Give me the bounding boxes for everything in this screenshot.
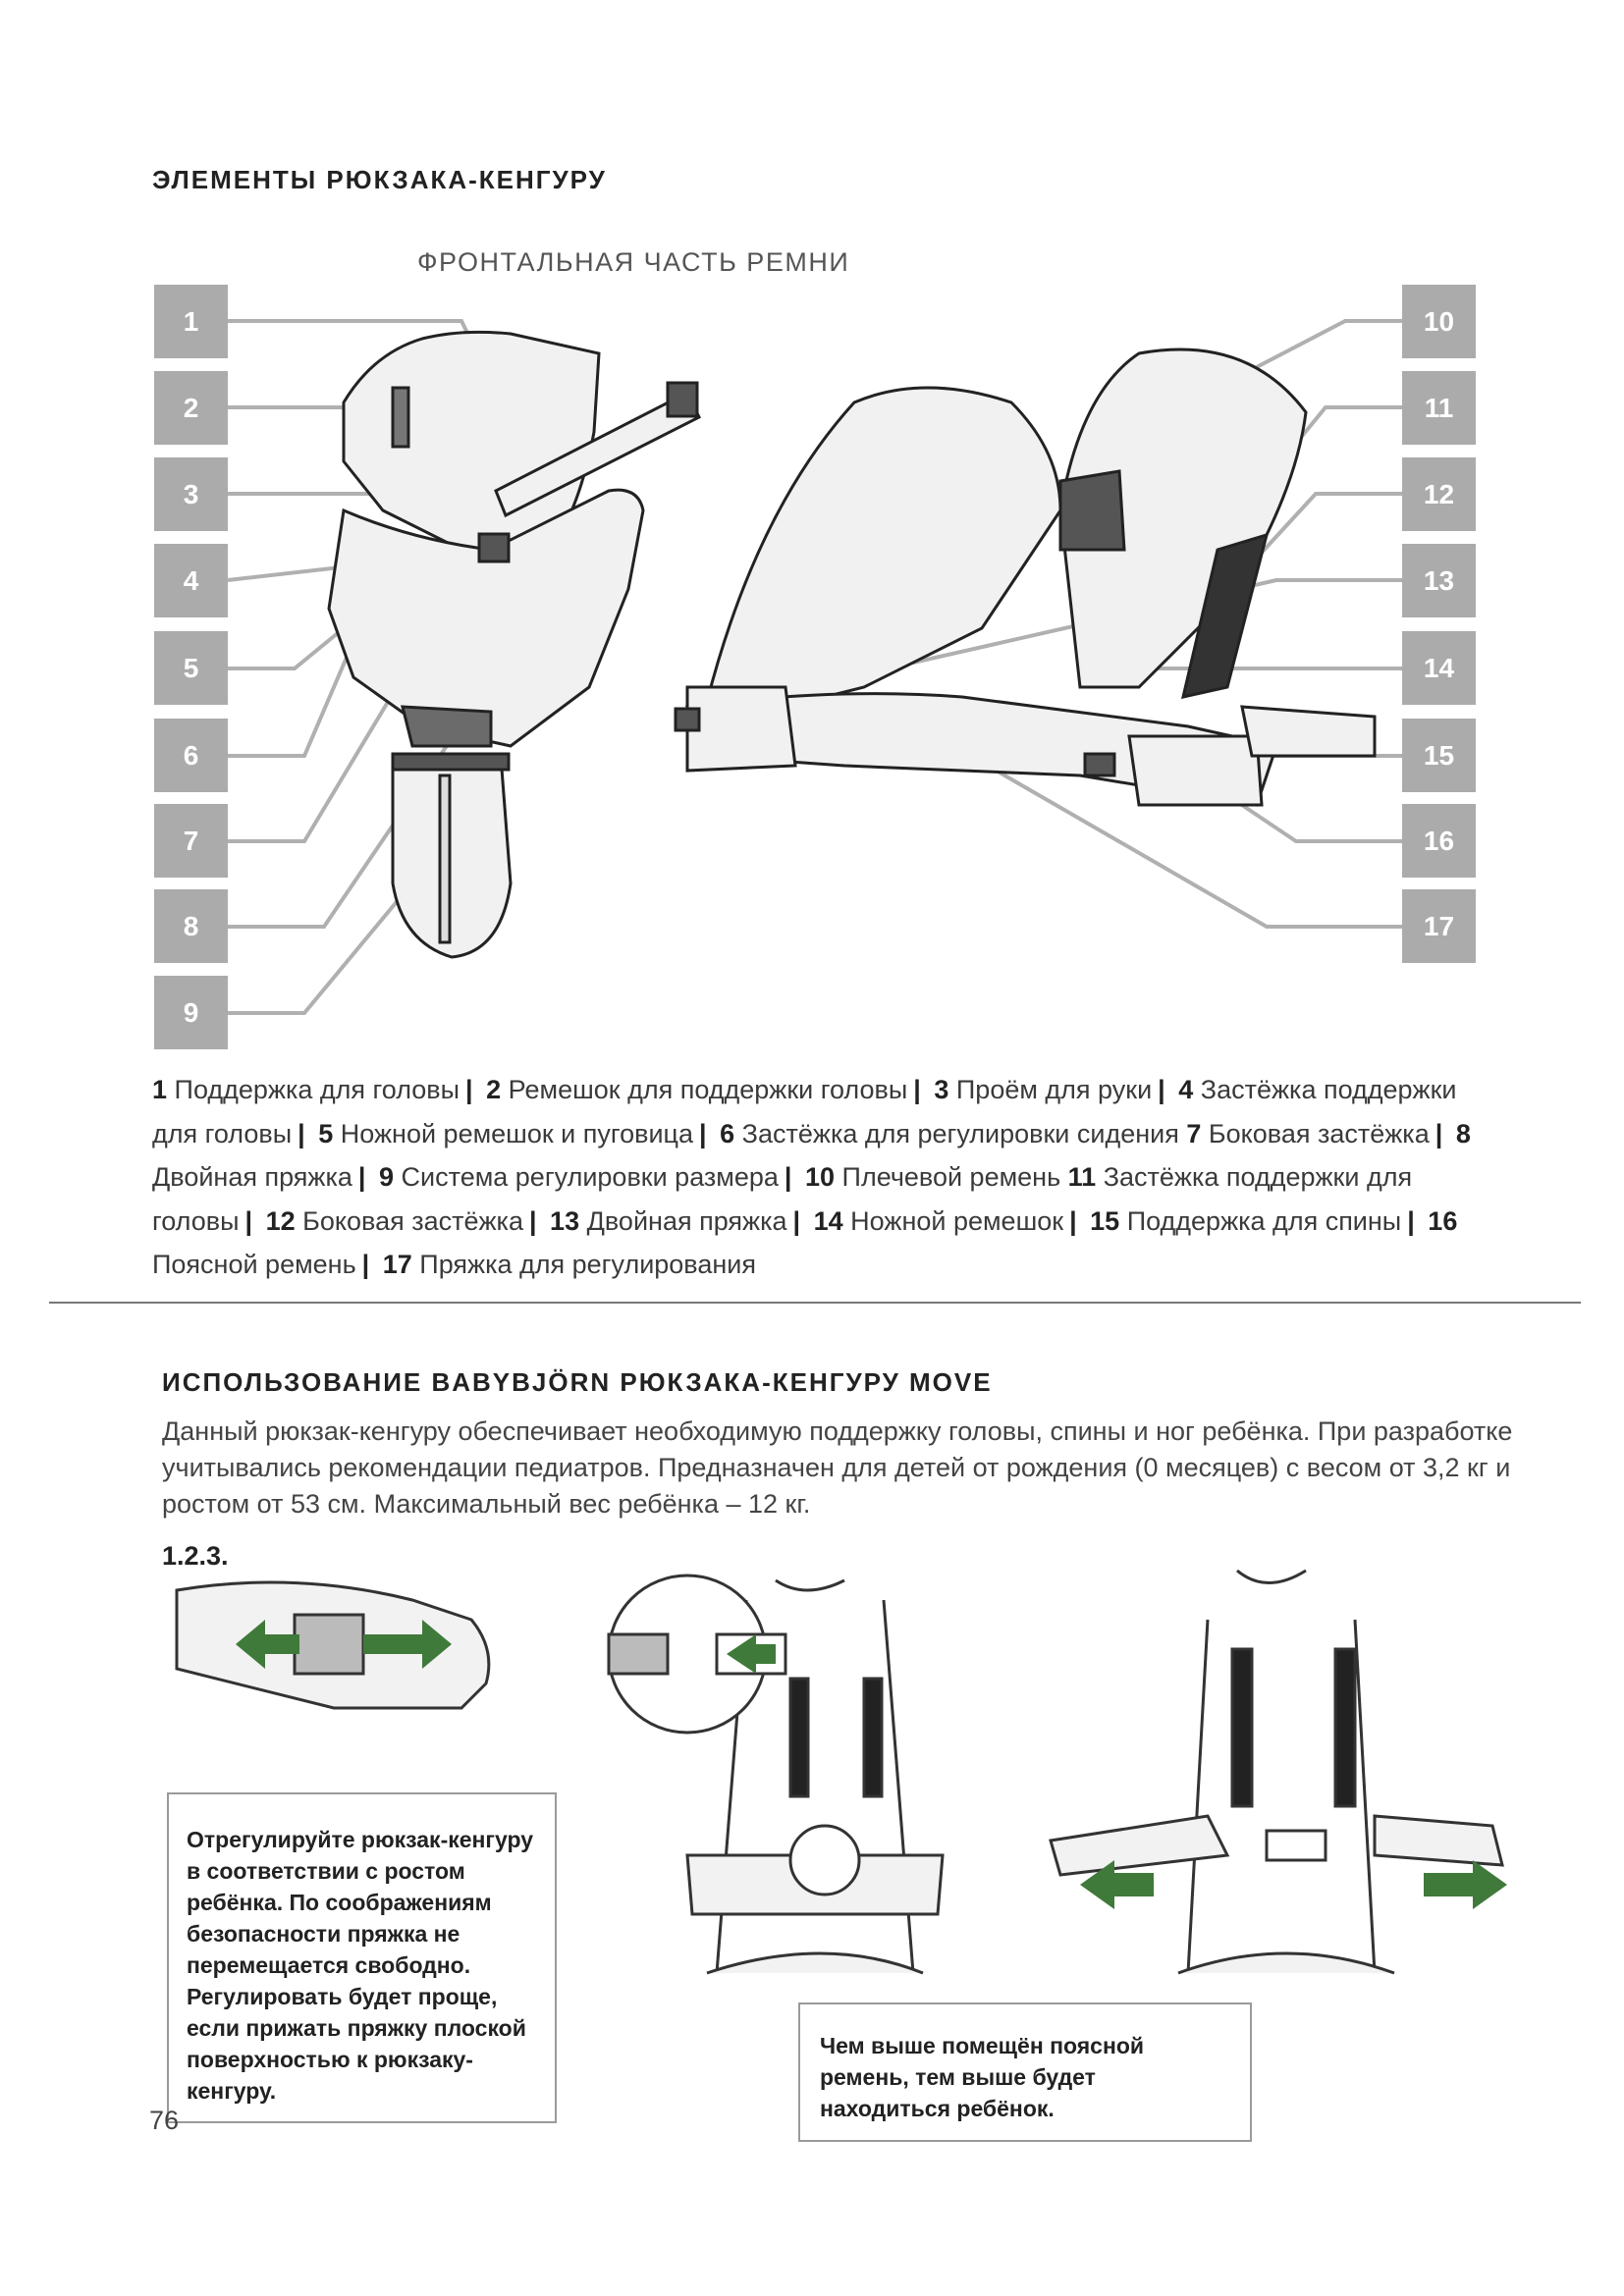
part-label-17: 17 xyxy=(1402,889,1476,963)
note-belt-height: Чем выше помещён поясной ремень, тем выше будет находиться ребёнок. xyxy=(798,2002,1252,2142)
carrier-parts-diagram xyxy=(0,0,1624,1060)
usage-intro-text: Данный рюкзак-кенгуру обеспечивает необходимую поддержку головы, спины и ног ребёнка. При разработке учитывались рекомендации педиатров. Предназначен для детей от рождения (0 месяцев) с весом от 3,2 кг и ростом от 53 см. Максимальный вес ребёнка – 12 кг. xyxy=(162,1416,1513,1519)
section-title-parts: ЭЛЕМЕНТЫ РЮКЗАКА-КЕНГУРУ xyxy=(152,165,607,194)
legend-item: 9 Система регулировки размера xyxy=(379,1162,779,1192)
part-label-12: 12 xyxy=(1402,457,1476,531)
legend-item: 10 Плечевой ремень xyxy=(804,1162,1061,1192)
step-number: 1.2.3. xyxy=(162,1541,229,1571)
legend-item: 15 Поддержка для спины xyxy=(1090,1205,1402,1236)
legend-item: 1 Поддержка для головы xyxy=(152,1075,460,1104)
legend-item: 14 Ножной ремешок xyxy=(813,1205,1064,1236)
part-label-6: 6 xyxy=(154,719,228,792)
waist-belt-illustration xyxy=(609,1575,943,1973)
part-label-8: 8 xyxy=(154,889,228,963)
legend-item: 3 Проём для руки xyxy=(934,1075,1153,1104)
part-label-16: 16 xyxy=(1402,804,1476,878)
legend-item: 6 Застёжка для регулировки сидения xyxy=(720,1118,1179,1148)
part-label-3: 3 xyxy=(154,457,228,531)
section-divider xyxy=(49,1302,1581,1304)
parts-legend: 1 Поддержка для головы | 2 Ремешок для поддержки головы | 3 Проём для руки | 4 Застёжка поддержки для головы | 5 Ножной ремешок и пуговица | 6 Застёжка для регулировки сидения 7 Боковая застёжка | 8 Двойная пряжка | 9 Система регулировки размера | 10 Плечевой ремень 11 Застёжка поддержки для головы | 12 Боковая застёжка | 13 Двойная пряжка | 14 Ножной ремешок | 15 Поддержка для спины | 16 Поясной ремень | 17 Пряжка для регулирования xyxy=(152,1075,1471,1279)
part-label-10: 10 xyxy=(1402,285,1476,358)
part-label-5: 5 xyxy=(154,631,228,705)
legend-item: 4 Застёжка поддержки для головы xyxy=(152,1075,1457,1148)
part-label-2: 2 xyxy=(154,371,228,445)
diagram-subtitle: ФРОНТАЛЬНАЯ ЧАСТЬ РЕМНИ xyxy=(417,247,850,277)
section-title-usage: ИСПОЛЬЗОВАНИЕ BABYBJÖRN РЮКЗАКА-КЕНГУРУ MOVE xyxy=(162,1367,993,1397)
part-label-4: 4 xyxy=(154,544,228,617)
legend-item: 8 Двойная пряжка xyxy=(152,1118,1471,1192)
part-label-15: 15 xyxy=(1402,719,1476,792)
part-label-13: 13 xyxy=(1402,544,1476,617)
page-number: 76 xyxy=(149,2106,180,2135)
legend-item: 12 Боковая застёжка xyxy=(265,1205,523,1236)
carrier-front-drawing xyxy=(329,332,699,957)
part-label-11: 11 xyxy=(1402,371,1476,445)
part-label-1: 1 xyxy=(154,285,228,358)
legend-item: 13 Двойная пряжка xyxy=(550,1205,787,1236)
legend-item: 11 Застёжка поддержки для головы xyxy=(152,1162,1413,1236)
part-label-14: 14 xyxy=(1402,631,1476,705)
part-label-9: 9 xyxy=(154,976,228,1049)
part-label-7: 7 xyxy=(154,804,228,878)
legend-item: 16 Поясной ремень xyxy=(152,1205,1458,1279)
note-adjust-height: Отрегулируйте рюкзак-кенгуру в соответствии с ростом ребёнка. По соображениям безопасности пряжка не перемещается свободно. Регулировать будет проще, если прижать пряжку плоской поверхностью к рюкзаку-кенгуру. xyxy=(167,1792,557,2123)
waist-tighten-illustration xyxy=(1051,1571,1507,1973)
legend-item: 5 Ножной ремешок и пуговица xyxy=(318,1118,694,1148)
carrier-back-drawing xyxy=(676,349,1375,805)
buckle-adjust-illustration xyxy=(177,1582,489,1708)
legend-item: 17 Пряжка для регулирования xyxy=(382,1250,756,1279)
legend-item: 7 Боковая застёжка xyxy=(1186,1118,1430,1148)
legend-item: 2 Ремешок для поддержки головы xyxy=(486,1075,908,1104)
